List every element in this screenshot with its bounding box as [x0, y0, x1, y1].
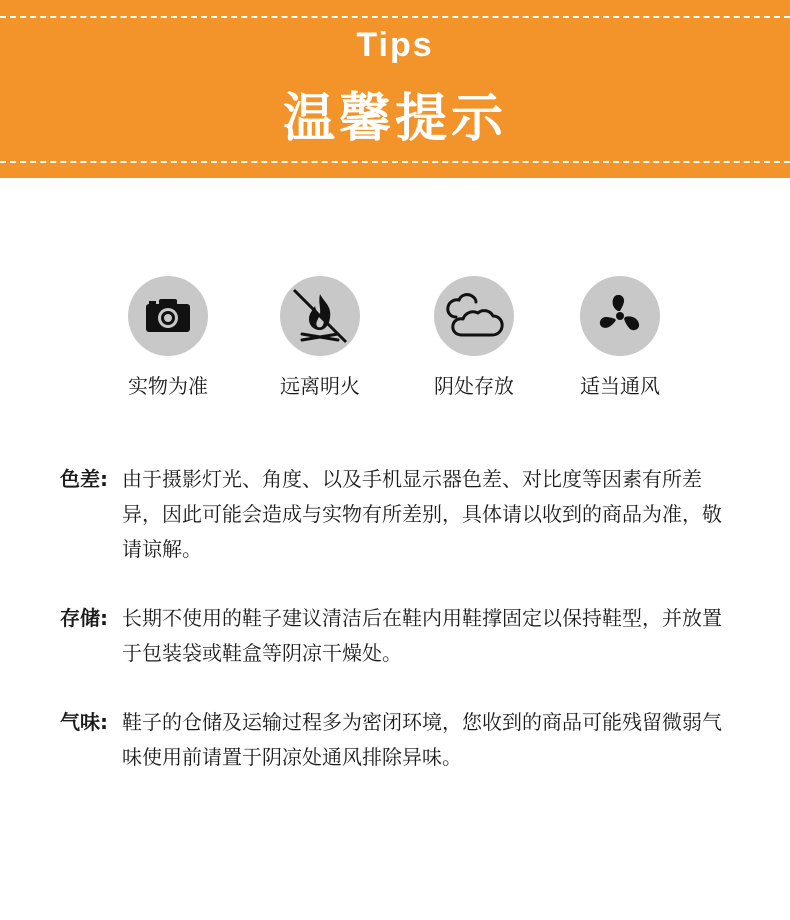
icon-label: 远离明火: [280, 374, 360, 398]
note-storage: [60, 601, 740, 671]
header-banner: [0, 0, 790, 178]
note-title: 存储:: [60, 606, 108, 630]
note-color-difference: [60, 462, 740, 567]
fan-icon: [580, 276, 660, 356]
icon-label: 实物为准: [128, 374, 208, 398]
title-chinese: 温馨提示: [282, 89, 507, 149]
note-title: 气味:: [60, 710, 108, 734]
note-body: 由于摄影灯光、角度、以及手机显示器色差、对比度等因素有所差异，因此可能会造成与实物有所差别，具体请以收到的商品为准，敬请谅解。: [122, 467, 722, 561]
icon-item-ventilation: [550, 276, 690, 399]
note-title: 色差:: [60, 467, 108, 491]
icon-item-shade-storage: [404, 276, 544, 399]
icon-label: 适当通风: [580, 374, 660, 398]
note-odor: [60, 705, 740, 775]
icon-item-no-fire: [250, 276, 390, 399]
note-body: 鞋子的仓储及运输过程多为密闭环境，您收到的商品可能残留微弱气味使用前请置于阴凉处通风排除异味。: [122, 710, 722, 769]
bottom-dashed-border: [0, 161, 790, 163]
no-fire-icon: [280, 276, 360, 356]
icon-item-real-object: [98, 276, 238, 399]
top-dashed-border: [0, 16, 790, 18]
icon-label: 阴处存放: [434, 374, 514, 398]
notes-section: [60, 462, 740, 809]
care-icons-row: [0, 276, 790, 406]
cloud-icon: [434, 276, 514, 356]
note-body: 长期不使用的鞋子建议清洁后在鞋内用鞋撑固定以保持鞋型，并放置于包装袋或鞋盒等阴凉干燥处。: [122, 606, 722, 665]
camera-icon: [128, 276, 208, 356]
title-english: Tips: [356, 26, 434, 64]
